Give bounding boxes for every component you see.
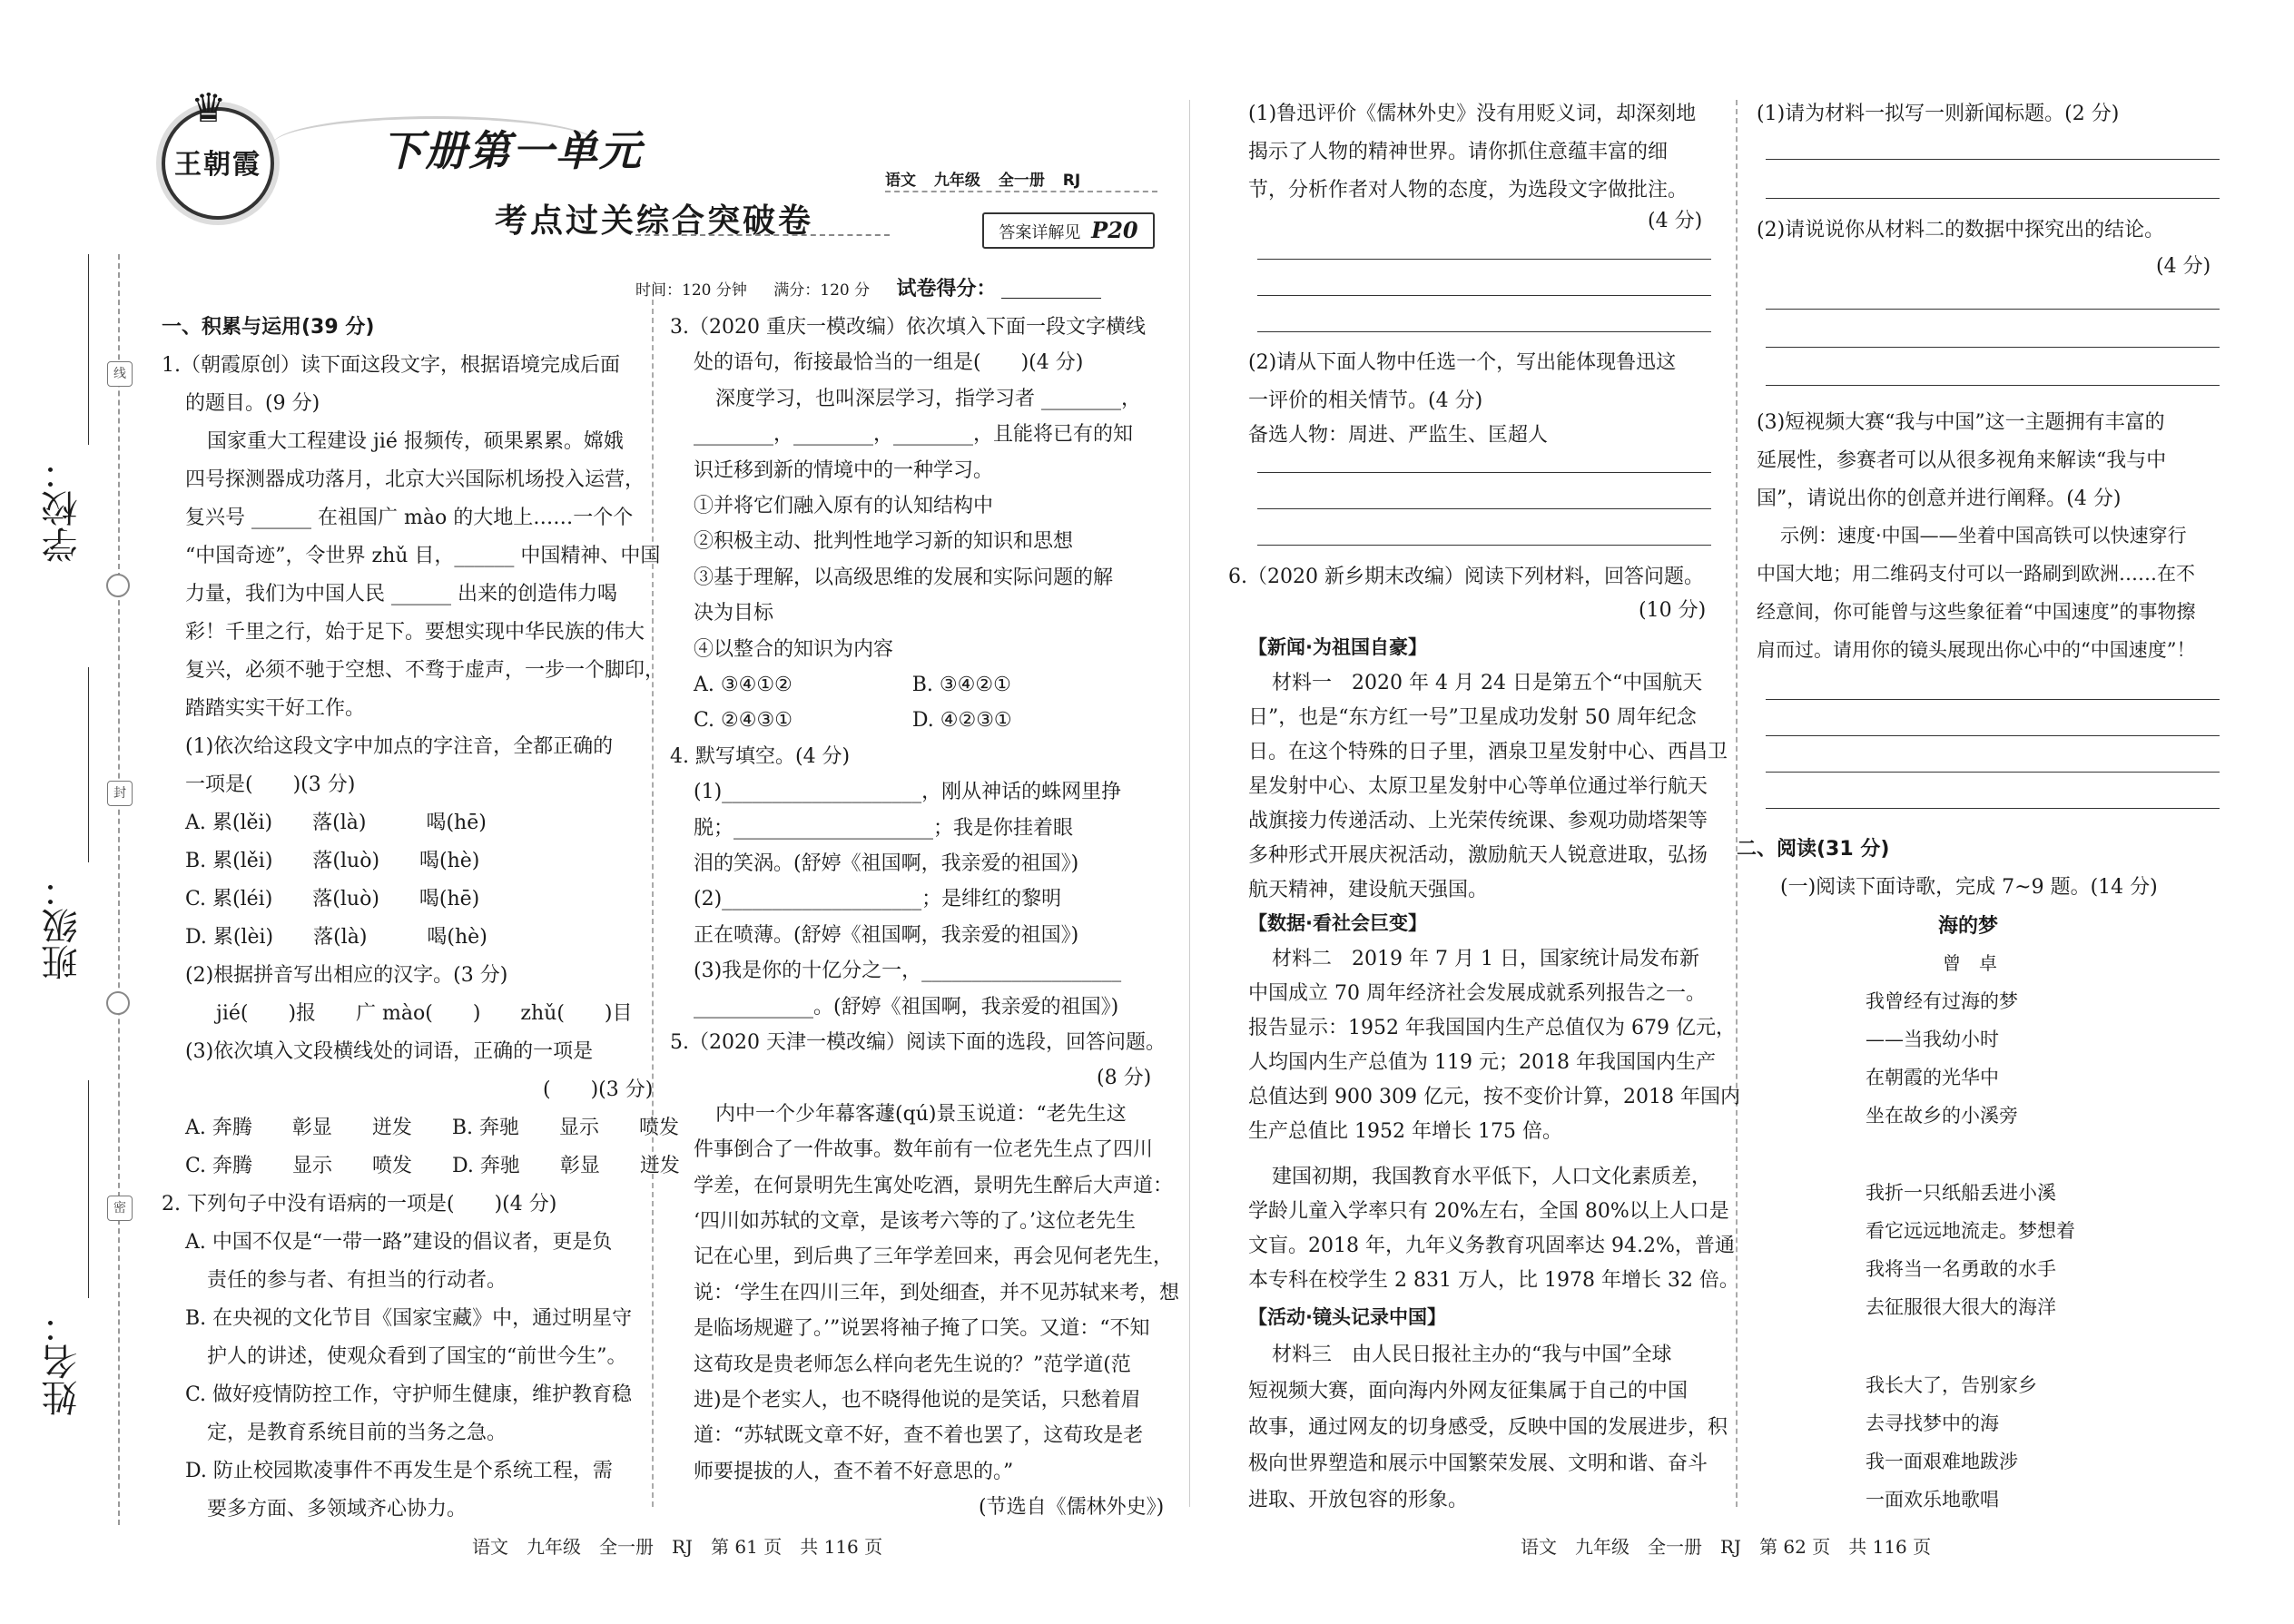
q6-sub3-line2: 延展性，参赛者可以从很多视角来解读“我与中 xyxy=(1757,449,2167,472)
q1-sub1-line2: 一项是( )(3 分) xyxy=(185,773,356,796)
material-2-line1: 材料二 2019 年 7 月 1 日，国家统计局发布新 xyxy=(1272,948,1699,970)
exam-info xyxy=(635,273,1101,301)
poem-line: 去寻找梦中的海 xyxy=(1866,1412,1999,1434)
binding-hole-1 xyxy=(106,574,130,597)
poem-line: 坐在故乡的小溪旁 xyxy=(1866,1105,2018,1127)
material-2-line7: 建国初期，我国教育水平低下，人口文化素质差， xyxy=(1272,1166,1712,1188)
q5-sub2-line1: (2)请从下面人物中任选一个，写出能体现鲁迅这 xyxy=(1248,351,1677,374)
q1-stem-line2: 的题目。(9 分) xyxy=(185,392,320,415)
q4-item1-line3: 泪的笑涡。(舒婷《祖国啊，我亲爱的祖国》) xyxy=(694,852,1079,875)
reading-1-instruction: (一)阅读下面诗歌，完成 7~9 题。(14 分) xyxy=(1780,876,2158,899)
q1-sub1-option-a[interactable]: A. 累(lěi) 落(là) 喝(hē) xyxy=(185,812,487,834)
q3-options-ab[interactable]: A. ③④①② B. ③④②① xyxy=(694,674,1011,696)
q1-stem-line1: 1.（朝霞原创）读下面这段文字，根据语境完成后面 xyxy=(162,354,620,377)
q4-item2-line1[interactable]: (2)____________________；是绯红的黎明 xyxy=(694,888,1062,911)
material-1-line4: 星发射中心、太原卫星发射中心等单位通过举行航天 xyxy=(1248,775,1708,798)
logo-text: 王朝霞 xyxy=(174,149,261,181)
footer-right: 语文 九年级 全一册 RJ 第 62 页 共 116 页 xyxy=(1521,1536,1932,1558)
q1-sub3-line2[interactable]: ( )(3 分) xyxy=(543,1078,654,1101)
meta-tags-underline xyxy=(885,191,1157,192)
q3-stem-line2: 处的语句，衔接最恰当的一组是( )(4 分) xyxy=(694,351,1084,375)
material-3-line1: 材料三 由人民日报社主办的“我与中国”全球 xyxy=(1272,1343,1672,1366)
q3-item-4: ④以整合的知识为内容 xyxy=(694,637,894,661)
material-3-line2: 短视频大赛，面向海内外网友征集属于自己的中国 xyxy=(1248,1380,1689,1403)
q1-sub1-option-d[interactable]: D. 累(lèi) 落(là) 喝(hè) xyxy=(185,926,487,949)
q6-stem-line2: (10 分) xyxy=(1639,599,1707,622)
unit-title: 下册第一单元 xyxy=(381,126,643,175)
q6-sub3-answer-line2[interactable] xyxy=(1766,735,2220,736)
q1-passage-line4: “中国奇迹”，令世界 zhǔ 目，______ 中国精神、中国 xyxy=(185,545,661,567)
q5-passage-line1: 内中一个少年幕客蘧(qú)景玉说道：“老先生这 xyxy=(715,1102,1127,1126)
q5-stem-line1: 5.（2020 天津一模改编）阅读下面的选段，回答问题。 xyxy=(670,1031,1166,1054)
q1-sub3-options-ab[interactable]: A. 奔腾 彰显 迸发 B. 奔驰 显示 喷发 xyxy=(185,1117,680,1139)
q6-sub1-answer-line1[interactable] xyxy=(1766,159,2220,160)
spine-class-line xyxy=(88,667,89,862)
q6-sub1-stem: (1)请为材料一拟写一则新闻标题。(2 分) xyxy=(1757,103,2120,125)
q5-sub2-line2: 一评价的相关情节。(4 分) xyxy=(1248,389,1483,412)
poem-line: 我曾经有过海的梦 xyxy=(1866,990,2018,1012)
spine-mark-xian: 线 xyxy=(107,361,133,387)
material-3-line3: 故事，通过网友的切身感受，反映中国的发展进步，积 xyxy=(1248,1416,1728,1439)
meta-subject: 语文 xyxy=(885,172,916,190)
q2-option-b-line1[interactable]: B. 在央视的文化节目《国家宝藏》中，通过明星守 xyxy=(185,1307,633,1330)
q3-item-3-line2: 决为目标 xyxy=(694,602,774,625)
q6-sub2-stem: (2)请说说你从材料二的数据中探究出的结论。 xyxy=(1757,219,2165,241)
q4-item3-line2[interactable]: ____________。(舒婷《祖国啊，我亲爱的祖国》) xyxy=(694,995,1119,1019)
answer-ref-page: P20 xyxy=(1091,217,1138,243)
material-2-line9: 文盲。2018 年，九年义务教育巩固率达 94.2%，普通 xyxy=(1248,1235,1735,1257)
q5-passage-line10: 道：“苏轼既文章不好，查不着也罢了，这荀玫是老 xyxy=(694,1424,1144,1448)
q6-sub3-line1: (3)短视频大赛“我与中国”这一主题拥有丰富的 xyxy=(1757,411,2165,434)
q5-sub1-answer-line3[interactable] xyxy=(1257,331,1711,332)
q5-passage-line5: 记在心里，到后典了三年学差回来，再会见何老先生， xyxy=(694,1245,1174,1269)
spine-class-label: 班级： xyxy=(42,871,84,980)
q6-sub2-answer-line3[interactable] xyxy=(1766,385,2220,386)
q5-sub1-line1: (1)鲁迅评价《儒林外史》没有用贬义词，却深刻地 xyxy=(1248,103,1697,125)
material-2-line3: 报告显示：1952 年我国国内生产总值仅为 679 亿元， xyxy=(1248,1017,1736,1039)
q5-passage-line11: 师要提拔的人，查不着不好意思的。” xyxy=(694,1460,1014,1483)
q1-sub2-stem: (2)根据拼音写出相应的汉字。(3 分) xyxy=(185,964,508,987)
column-divider-left xyxy=(652,300,654,1507)
spine-school-label: 学校： xyxy=(42,454,84,563)
score-info: 满分：120 分 xyxy=(773,281,871,300)
material-3-line4: 极向世界塑造和展示中国繁荣发展、文明和谐、奋斗 xyxy=(1248,1452,1708,1475)
spine-mark-mi: 密 xyxy=(107,1196,133,1221)
q4-stem: 4. 默写填空。(4 分) xyxy=(670,744,851,768)
q5-sub1-answer-line2[interactable] xyxy=(1257,295,1711,296)
q2-option-d-line1[interactable]: D. 防止校园欺凌事件不再发生是个系统工程，需 xyxy=(185,1460,613,1482)
q5-source: (节选自《儒林外史》) xyxy=(979,1496,1165,1520)
q3-item-2: ②积极主动、批判性地学习新的知识和思想 xyxy=(694,530,1074,554)
score-label: 试卷得分： xyxy=(896,277,997,300)
material-2-line4: 人均国内生产总值为 119 元；2018 年我国国内生产 xyxy=(1248,1051,1716,1074)
q1-sub1-option-b[interactable]: B. 累(lěi) 落(luò) 喝(hè) xyxy=(185,850,480,872)
q1-passage-line1: 国家重大工程建设 jié 报频传，硕果累累。嫦娥 xyxy=(207,430,624,453)
q1-sub1-option-c[interactable]: C. 累(léi) 落(luò) 喝(hē) xyxy=(185,888,480,910)
poem-line: 我一面艰难地跋涉 xyxy=(1866,1451,2018,1472)
q4-item1-line1[interactable]: (1)____________________，刚从神话的蛛网里挣 xyxy=(694,781,1122,804)
q5-passage-line8: 这荀玫是贵老师怎么样向老先生说的？”范学道(范 xyxy=(694,1353,1131,1376)
q2-stem: 2. 下列句子中没有语病的一项是( )(4 分) xyxy=(162,1193,557,1216)
section-2-heading: 二、阅读(31 分) xyxy=(1737,838,1890,861)
spine-name-line xyxy=(88,1080,89,1298)
material-2-line6: 生产总值比 1952 年增长 175 倍。 xyxy=(1248,1120,1562,1143)
q6-sub2-score: (4 分) xyxy=(2156,255,2211,278)
q5-sub1-line3: 节，分析作者对人物的态度，为选段文字做批注。 xyxy=(1248,179,1689,202)
q5-passage-line9: 进)是个老实人，也不晓得他说的是笑话，只愁着眉 xyxy=(694,1389,1141,1412)
q3-passage-line3: 识迁移到新的情境中的一种学习。 xyxy=(694,458,994,482)
q5-passage-line7: 是临场规避了。’”说罢将袖子掩了口笑。又道：“不知 xyxy=(694,1317,1150,1341)
q3-item-1: ①并将它们融入原有的认知结构中 xyxy=(694,495,994,517)
q1-sub3-options-cd[interactable]: C. 奔腾 显示 喷发 D. 奔驰 彰显 迸发 xyxy=(185,1155,680,1177)
material-3-heading: 【活动·镜头记录中国】 xyxy=(1248,1306,1446,1328)
page-center-divider xyxy=(1189,100,1190,1507)
spine-mark-feng: 封 xyxy=(107,781,133,806)
q6-sub1-answer-line2[interactable] xyxy=(1766,198,2220,199)
poem-author: 曾 卓 xyxy=(1943,952,1997,974)
q1-passage-line7: 复兴，必须不驰于空想、不骛于虚声，一步一个脚印， xyxy=(185,659,665,682)
q6-example-line2: 中国大地；用二维码支付可以一路刷到欧洲……在不 xyxy=(1757,563,2195,585)
material-1-line3: 日。在这个特殊的日子里，酒泉卫星发射中心、西昌卫 xyxy=(1248,741,1728,763)
q6-example-line4: 肩而过。请用你的镜头展现出你心中的“中国速度”！ xyxy=(1757,639,2196,661)
q5-sub1-score: (4 分) xyxy=(1648,210,1703,232)
q1-passage-line6: 彩！千里之行，始于足下。要想实现中华民族的伟大 xyxy=(185,621,645,644)
section-1-heading: 一、积累与运用(39 分) xyxy=(162,316,375,339)
score-blank[interactable] xyxy=(1001,278,1101,299)
q5-passage-line2: 件事倒合了一件故事。数年前有一位老先生点了四川 xyxy=(694,1138,1154,1162)
q5-sub2-answer-line3[interactable] xyxy=(1257,545,1711,546)
q6-sub2-answer-line2[interactable] xyxy=(1766,347,2220,348)
q3-passage-line2: ________，________，________，且能将已有的知 xyxy=(694,423,1134,447)
q5-stem-line2: (8 分) xyxy=(1097,1067,1152,1090)
meta-grade: 九年级 xyxy=(933,172,980,190)
q6-sub3-answer-line4[interactable] xyxy=(1766,808,2220,809)
spine-cut-line xyxy=(118,254,120,1525)
title-dash-decoration xyxy=(635,234,890,236)
q5-sub1-line2: 揭示了人物的精神世界。请你抓住意蕴丰富的细 xyxy=(1248,141,1669,163)
material-2-line5: 总值达到 900 309 亿元，按不变价计算，2018 年国内 xyxy=(1248,1086,1740,1108)
binding-hole-2 xyxy=(106,991,130,1015)
material-2-line10: 本专科在校学生 2 831 万人，比 1978 年增长 32 倍。 xyxy=(1248,1269,1739,1292)
q1-passage-line3: 复兴号 ______ 在祖国广 mào 的大地上……一个个 xyxy=(185,507,634,529)
q6-sub3-answer-line1[interactable] xyxy=(1766,699,2220,700)
q2-option-a-line1[interactable]: A. 中国不仅是“一带一路”建设的倡议者，更是负 xyxy=(185,1231,613,1254)
paper-title: 考点过关综合突破卷 xyxy=(495,202,814,240)
q6-sub3-line3: 国”，请说出你的创意并进行阐释。(4 分) xyxy=(1757,487,2122,510)
poem-line: ——当我幼小时 xyxy=(1866,1029,1999,1050)
spine-school-line xyxy=(88,254,89,445)
q2-option-c-line1[interactable]: C. 做好疫情防控工作，守护师生健康，维护教育稳 xyxy=(185,1383,633,1406)
q5-sub2-candidates: 备选人物：周进、严监生、匡超人 xyxy=(1248,424,1549,447)
q2-option-d-line2: 要多方面、多领域齐心协力。 xyxy=(207,1498,468,1521)
q1-passage-line5: 力量，我们为中国人民 ______ 出来的创造伟力喝 xyxy=(185,583,617,605)
column-divider-right xyxy=(1736,100,1738,1507)
q6-stem-line1: 6.（2020 新乡期末改编）阅读下列材料，回答问题。 xyxy=(1228,566,1704,588)
q5-sub2-answer-line2[interactable] xyxy=(1257,508,1711,509)
material-2-line8: 学龄儿童入学率只有 20%左右，全国 80%以上人口是 xyxy=(1248,1200,1729,1223)
q5-passage-line6: 说：‘学生在四川三年，到处细查，并不见苏轼来考，想 xyxy=(694,1281,1179,1304)
q6-example-line1: 示例：速度·中国——坐着中国高铁可以快速穿行 xyxy=(1780,525,2187,546)
material-2-line2: 中国成立 70 周年经济社会发展成就系列报告之一。 xyxy=(1248,982,1706,1005)
material-1-line5: 战旗接力传递活动、上光荣传统课、参观功勋塔架等 xyxy=(1248,810,1708,832)
time-info: 时间：120 分钟 xyxy=(635,281,747,300)
q1-passage-line8: 踏踏实实干好工作。 xyxy=(185,697,366,720)
material-1-line7: 航天精神，建设航天强国。 xyxy=(1248,879,1489,901)
q5-passage-line4: ‘四川如苏轼的文章，是该考六等的了。’这位老先生 xyxy=(694,1210,1136,1233)
crown-icon: ♛ xyxy=(191,85,227,132)
answer-ref-box xyxy=(982,212,1155,249)
q1-sub3-line1: (3)依次填入文段横线处的词语，正确的一项是 xyxy=(185,1040,594,1063)
q2-option-a-line2: 责任的参与者、有担当的行动者。 xyxy=(207,1269,507,1292)
q6-sub2-answer-line1[interactable] xyxy=(1766,309,2220,310)
q1-sub1-line1: (1)依次给这段文字中加点的字注音，全都正确的 xyxy=(185,735,614,758)
q6-example-line3: 经意间，你可能曾与这些象征着“中国速度”的事物擦 xyxy=(1757,601,2196,623)
meta-volume: 全一册 xyxy=(998,172,1045,190)
q1-passage-line2: 四号探测器成功落月，北京大兴国际机场投入运营， xyxy=(185,468,645,491)
footer-left: 语文 九年级 全一册 RJ 第 61 页 共 116 页 xyxy=(472,1536,883,1558)
material-1-heading: 【新闻·为祖国自豪】 xyxy=(1248,636,1427,658)
q4-item1-line2[interactable]: 脱；____________________；我是你挂着眼 xyxy=(694,816,1074,840)
q3-passage-line1: 深度学习，也叫深层学习，指学习者 ________， xyxy=(715,387,1141,410)
q2-option-c-line2: 定，是教育系统目前的当务之急。 xyxy=(207,1422,507,1444)
poem-line: 一面欢乐地歌唱 xyxy=(1866,1489,1999,1511)
poem-title: 海的梦 xyxy=(1938,915,1999,938)
material-2-heading: 【数据·看社会巨变】 xyxy=(1248,912,1427,934)
poem-line: 看它远远地流走。梦想着 xyxy=(1866,1220,2075,1242)
q4-item2-line2: 正在喷薄。(舒婷《祖国啊，我亲爱的祖国》) xyxy=(694,923,1079,947)
q6-sub3-answer-line3[interactable] xyxy=(1766,772,2220,773)
poem-line: 在朝霞的光华中 xyxy=(1866,1067,1999,1088)
q3-item-3-line1: ③基于理解，以高级思维的发展和实际问题的解 xyxy=(694,566,1114,589)
q3-options-cd[interactable]: C. ②④③① D. ④②③① xyxy=(694,709,1012,733)
q5-passage-line3: 学差，在何景明先生寓处吃酒，景明先生醉后大声道： xyxy=(694,1174,1174,1197)
q5-sub2-answer-line1[interactable] xyxy=(1257,472,1711,473)
poem-line: 我将当一名勇敢的水手 xyxy=(1866,1258,2056,1280)
q1-sub2-blanks[interactable]: jié( )报 广 mào( ) zhǔ( )目 xyxy=(216,1002,633,1025)
material-3-line5: 进取、开放包容的形象。 xyxy=(1248,1489,1469,1511)
answer-ref-label: 答案详解见 xyxy=(999,223,1081,242)
spine-name-label: 姓名： xyxy=(42,1307,84,1416)
meta-edition: RJ xyxy=(1062,172,1081,190)
poem-line: 我长大了，告别家乡 xyxy=(1866,1374,2037,1396)
material-1-line6: 多种形式开展庆祝活动，激励航天人锐意进取，弘扬 xyxy=(1248,844,1708,867)
q2-option-b-line2: 护人的讲述，使观众看到了国宝的“前世今生”。 xyxy=(207,1345,627,1368)
meta-tags xyxy=(885,167,1080,190)
q3-stem-line1: 3.（2020 重庆一模改编）依次填入下面一段文字横线 xyxy=(670,316,1146,339)
poem-line: 我折一只纸船丢进小溪 xyxy=(1866,1182,2056,1204)
material-1-line1: 材料一 2020 年 4 月 24 日是第五个“中国航天 xyxy=(1272,672,1703,694)
material-1-line2: 日”，也是“东方红一号”卫星成功发射 50 周年纪念 xyxy=(1248,706,1697,729)
q4-item3-line1[interactable]: (3)我是你的十亿分之一，____________________ xyxy=(694,960,1122,983)
q5-sub1-answer-line1[interactable] xyxy=(1257,259,1711,260)
poem-line: 去征服很大很大的海洋 xyxy=(1866,1296,2056,1318)
